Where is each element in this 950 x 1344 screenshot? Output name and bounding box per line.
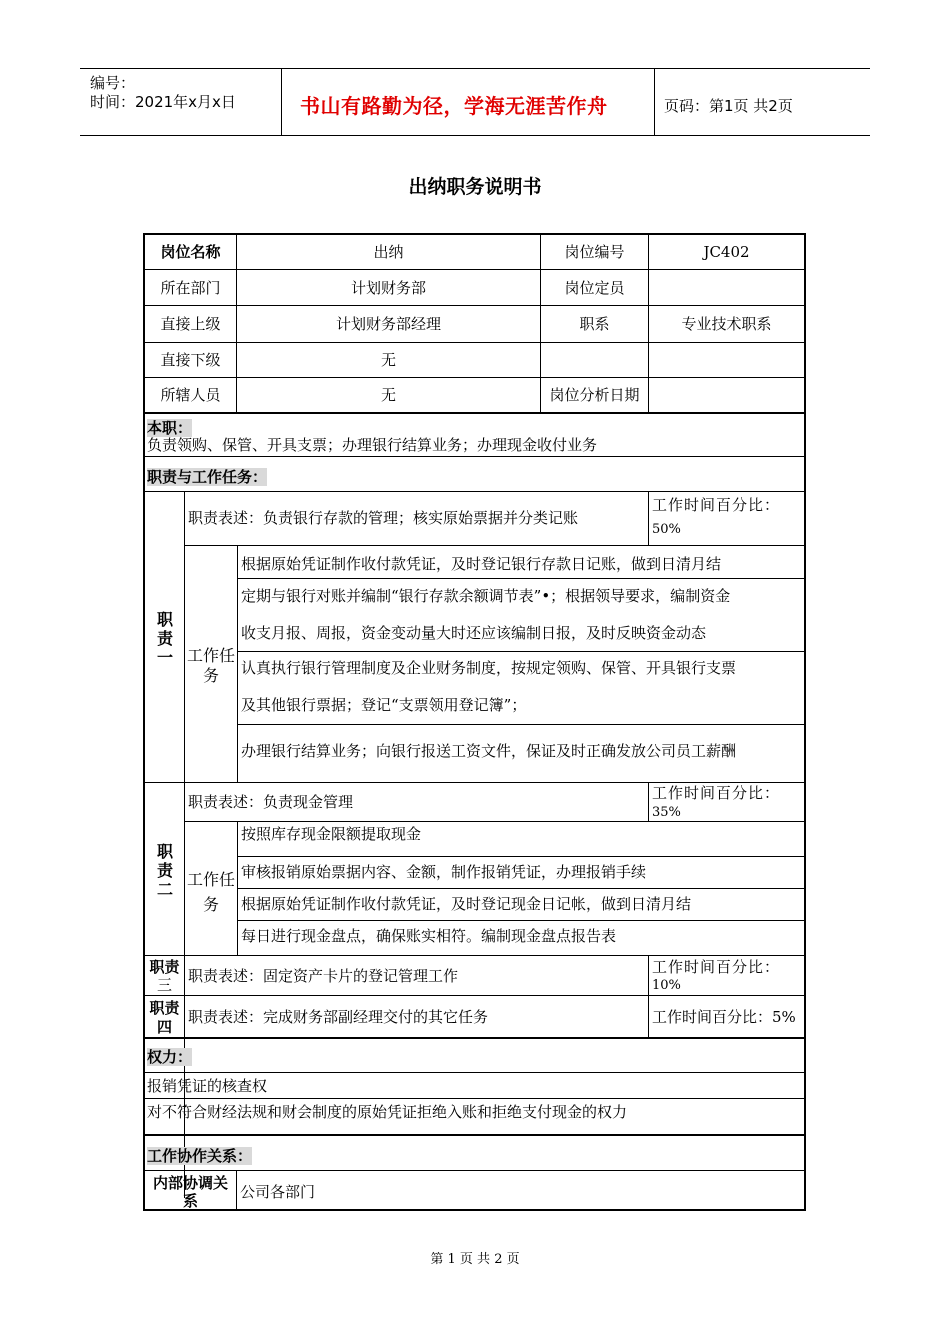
duty-summary-text: 负责领购、保管、开具支票；办理银行结算业务；办理现金收付业务: [147, 436, 598, 454]
responsibilities-label: 职责与工作任务：: [147, 468, 268, 486]
label-job-family: 职系: [579, 315, 610, 333]
duty2-task: 每日进行现金盘点，确保账实相符。编制现金盘点报告表: [241, 927, 617, 945]
label-direct-superior: 直接上级: [160, 315, 221, 333]
value-staff: 无: [380, 386, 396, 404]
duty3-time-value: 10%: [652, 978, 681, 993]
duty2-task-label: 工作任务: [186, 870, 235, 914]
value-job-family: 专业技术职系: [681, 315, 772, 333]
document-title: 出纳职务说明书: [408, 176, 542, 198]
duty1-time-label: 工作时间百分比：: [652, 496, 781, 514]
label-analysis-date: 岗位分析日期: [549, 386, 640, 404]
duty2-label: 职 责 二: [156, 842, 173, 899]
duty4-time-label: 工作时间百分比：5%: [652, 1008, 796, 1026]
document-number-label: 编号：: [90, 74, 136, 92]
duty3-label: 职责: [149, 958, 180, 976]
authority-item: 对不符合财经法规和财会制度的原始凭证拒绝入账和拒绝支付现金的权力: [147, 1103, 628, 1121]
duty2-task: 审核报销原始票据内容、金额，制作报销凭证，办理报销手续: [241, 863, 647, 881]
duty2-time-label: 工作时间百分比：: [652, 784, 781, 802]
internal-coordination-value: 公司各部门: [240, 1183, 316, 1201]
header-top-rule: [80, 68, 870, 69]
duty4-description: 职责表述：完成财务部副经理交付的其它任务: [188, 1008, 489, 1026]
duty3-label-number: 三: [156, 976, 172, 994]
label-position-code: 岗位编号: [564, 243, 625, 261]
duty1-task-label: 工作任务: [186, 646, 235, 685]
job-description-table: [143, 233, 806, 1211]
label-staff: 所辖人员: [160, 386, 221, 404]
label-position-name: 岗位名称: [160, 243, 221, 261]
header-divider: [281, 68, 282, 136]
internal-coordination-label-cont: 系: [182, 1192, 198, 1210]
duty3-description: 职责表述：固定资产卡片的登记管理工作: [188, 967, 459, 985]
duty2-description: 职责表述：负责现金管理: [188, 793, 354, 811]
label-department: 所在部门: [160, 279, 221, 297]
duty1-task: 定期与银行对账并编制“银行存款余额调节表”•；根据领导要求，编制资金: [241, 587, 731, 605]
page-number-label: 页码：第1页 共2页: [664, 97, 793, 115]
cooperation-label: 工作协作关系：: [147, 1147, 253, 1165]
label-headcount: 岗位定员: [564, 279, 625, 297]
duty2-time-value: 35%: [652, 805, 681, 820]
duty2-task: 根据原始凭证制作收付款凭证，及时登记现金日记帐，做到日清月结: [241, 895, 692, 913]
value-direct-subordinate: 无: [380, 351, 396, 369]
duty-summary-label: 本职：: [147, 419, 193, 437]
internal-coordination-label: 内部协调关: [152, 1174, 228, 1192]
page-footer: 第 1 页 共 2 页: [430, 1252, 520, 1267]
header-bottom-rule: [80, 135, 870, 136]
authority-label: 权力：: [147, 1048, 193, 1066]
header-divider: [654, 68, 655, 136]
duty2-task: 按照库存现金限额提取现金: [241, 825, 422, 843]
duty3-time-label: 工作时间百分比：: [652, 958, 781, 976]
value-position-code: JC402: [703, 243, 750, 261]
duty1-task: 根据原始凭证制作收付款凭证，及时登记银行存款日记账，做到日清月结: [241, 555, 722, 573]
value-position-name: 出纳: [373, 243, 404, 261]
duty1-task: 认真执行银行管理制度及企业财务制度，按规定领购、保管、开具银行支票: [241, 659, 737, 677]
value-department: 计划财务部: [350, 279, 426, 297]
duty1-description: 职责表述：负责银行存款的管理；核实原始票据并分类记账: [188, 509, 579, 527]
duty4-label: 职责: [149, 999, 180, 1017]
header-motto: 书山有路勤为径，学海无涯苦作舟: [300, 94, 608, 118]
authority-item: 报销凭证的核查权: [147, 1077, 268, 1095]
label-direct-subordinate: 直接下级: [160, 351, 221, 369]
duty1-task: 及其他银行票据；登记“支票领用登记簿”；: [241, 696, 527, 714]
duty1-task: 办理银行结算业务；向银行报送工资文件，保证及时正确发放公司员工薪酬: [241, 742, 737, 760]
value-direct-superior: 计划财务部经理: [335, 315, 441, 333]
duty1-task: 收支月报、周报，资金变动量大时还应该编制日报，及时反映资金动态: [241, 624, 707, 642]
duty4-label-number: 四: [156, 1018, 172, 1036]
duty1-label: 职 责 一: [156, 610, 173, 667]
document-time-label: 时间：2021年x月x日: [90, 93, 236, 111]
duty1-time-value: 50%: [652, 522, 681, 537]
